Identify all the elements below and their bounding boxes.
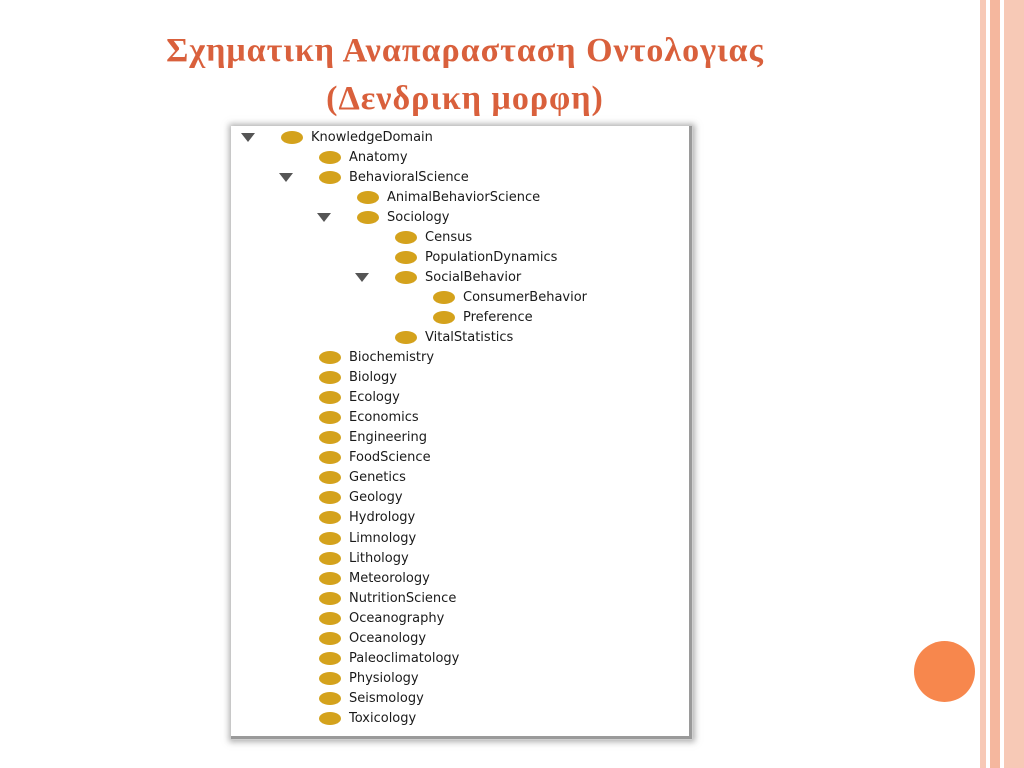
tree-node-label: Geology [349, 490, 403, 506]
tree-node-label: Paleoclimatology [349, 650, 460, 666]
class-circle-icon [319, 632, 341, 645]
tree-node-label: NutritionScience [349, 590, 457, 606]
tree-node-label: PopulationDynamics [425, 249, 558, 265]
tree-node-label: Ecology [349, 390, 400, 406]
tree-node-geology[interactable] [319, 488, 403, 508]
slide-title: Σχηματικη Αναπαρασταση Οντολογιας [166, 32, 764, 69]
expanded-triangle-icon[interactable] [241, 133, 255, 142]
tree-node-nutritionscience[interactable] [319, 588, 456, 608]
tree-node-label: KnowledgeDomain [311, 129, 433, 145]
tree-node-limnology[interactable] [319, 528, 416, 548]
class-circle-icon [319, 391, 341, 404]
class-circle-icon [319, 592, 341, 605]
tree-node-label: BehavioralScience [349, 169, 469, 185]
tree-node-engineering[interactable] [319, 428, 427, 448]
tree-node-paleoclimatology[interactable] [319, 648, 459, 668]
tree-node-vitalstatistics[interactable] [395, 328, 513, 348]
stripe-5 [1004, 0, 1024, 768]
tree-node-label: Limnology [349, 530, 417, 546]
class-circle-icon [319, 171, 341, 184]
tree-node-label: Genetics [349, 470, 406, 486]
tree-node-label: Seismology [349, 690, 424, 706]
tree-node-economics[interactable] [319, 408, 419, 428]
class-circle-icon [433, 311, 455, 324]
tree-node-label: Physiology [349, 670, 419, 686]
class-circle-icon [319, 511, 341, 524]
tree-node-meteorology[interactable] [319, 568, 430, 588]
tree-node-label: Meteorology [349, 570, 430, 586]
tree-node-label: SocialBehavior [425, 269, 522, 285]
class-circle-icon [395, 271, 417, 284]
class-circle-icon [319, 652, 341, 665]
class-circle-icon [357, 191, 379, 204]
tree-node-hydrology[interactable] [319, 508, 415, 528]
tree-node-seismology[interactable] [319, 688, 424, 708]
tree-node-label: Preference [463, 309, 533, 325]
tree-node-census[interactable] [395, 227, 472, 247]
class-circle-icon [319, 471, 341, 484]
ontology-tree-panel[interactable] [231, 126, 692, 739]
tree-node-label: Biology [349, 370, 397, 386]
class-circle-icon [395, 331, 417, 344]
class-circle-icon [319, 491, 341, 504]
class-circle-icon [319, 151, 341, 164]
tree-node-socialbehavior[interactable] [395, 267, 521, 287]
tree-node-label: Oceanology [349, 630, 427, 646]
tree-node-label: VitalStatistics [425, 330, 514, 345]
tree-node-label: Oceanography [349, 610, 445, 626]
tree-node-genetics[interactable] [319, 468, 406, 488]
class-circle-icon [433, 291, 455, 304]
tree-node-physiology[interactable] [319, 668, 419, 688]
expanded-triangle-icon[interactable] [355, 273, 369, 282]
class-circle-icon [319, 612, 341, 625]
tree-node-toxicology[interactable] [319, 708, 416, 728]
tree-node-lithology[interactable] [319, 548, 409, 568]
tree-node-biochemistry[interactable] [319, 348, 434, 368]
slide-subtitle: (Δενδρικη μορφη) [326, 80, 604, 117]
class-circle-icon [319, 431, 341, 444]
tree-node-label: Engineering [349, 430, 427, 446]
tree-node-ecology[interactable] [319, 388, 400, 408]
tree-node-animalbehaviorscience[interactable] [357, 187, 540, 207]
class-circle-icon [395, 251, 417, 264]
class-circle-icon [281, 131, 303, 144]
tree-node-label: FoodScience [349, 450, 431, 466]
tree-node-label: AnimalBehaviorScience [387, 189, 541, 205]
class-circle-icon [319, 532, 341, 545]
tree-node-behavioralscience[interactable] [319, 167, 469, 187]
tree-node-preference[interactable] [433, 307, 533, 327]
tree-node-label: Sociology [387, 209, 450, 225]
tree-node-label: Lithology [349, 550, 409, 566]
tree-node-label: Economics [349, 410, 419, 426]
class-circle-icon [319, 351, 341, 364]
tree-node-foodscience[interactable] [319, 448, 431, 468]
expanded-triangle-icon[interactable] [279, 173, 293, 182]
class-circle-icon [319, 572, 341, 585]
tree-node-biology[interactable] [319, 368, 397, 388]
tree-node-consumerbehavior[interactable] [433, 287, 587, 307]
class-circle-icon [319, 451, 341, 464]
side-stripes [980, 0, 1024, 768]
decorative-circle [914, 641, 975, 702]
tree-node-label: Biochemistry [349, 350, 435, 366]
tree-node-label: ConsumerBehavior [463, 289, 588, 305]
class-circle-icon [319, 712, 341, 725]
class-circle-icon [319, 552, 341, 565]
class-circle-icon [395, 231, 417, 244]
expanded-triangle-icon[interactable] [317, 213, 331, 222]
tree-node-anatomy[interactable] [319, 147, 408, 167]
class-circle-icon [319, 371, 341, 384]
class-circle-icon [319, 672, 341, 685]
tree-node-label: Hydrology [349, 510, 416, 526]
stripe-3 [990, 0, 1000, 768]
class-circle-icon [319, 692, 341, 705]
tree-node-oceanography[interactable] [319, 608, 444, 628]
tree-node-populationdynamics[interactable] [395, 247, 557, 267]
tree-node-knowledgedomain[interactable] [281, 127, 433, 147]
tree-node-label: Census [425, 229, 473, 245]
tree-node-label: Toxicology [349, 710, 417, 726]
tree-node-oceanology[interactable] [319, 628, 426, 648]
tree-node-sociology[interactable] [357, 207, 449, 227]
class-circle-icon [319, 411, 341, 424]
tree-node-label: Anatomy [349, 149, 408, 165]
class-circle-icon [357, 211, 379, 224]
